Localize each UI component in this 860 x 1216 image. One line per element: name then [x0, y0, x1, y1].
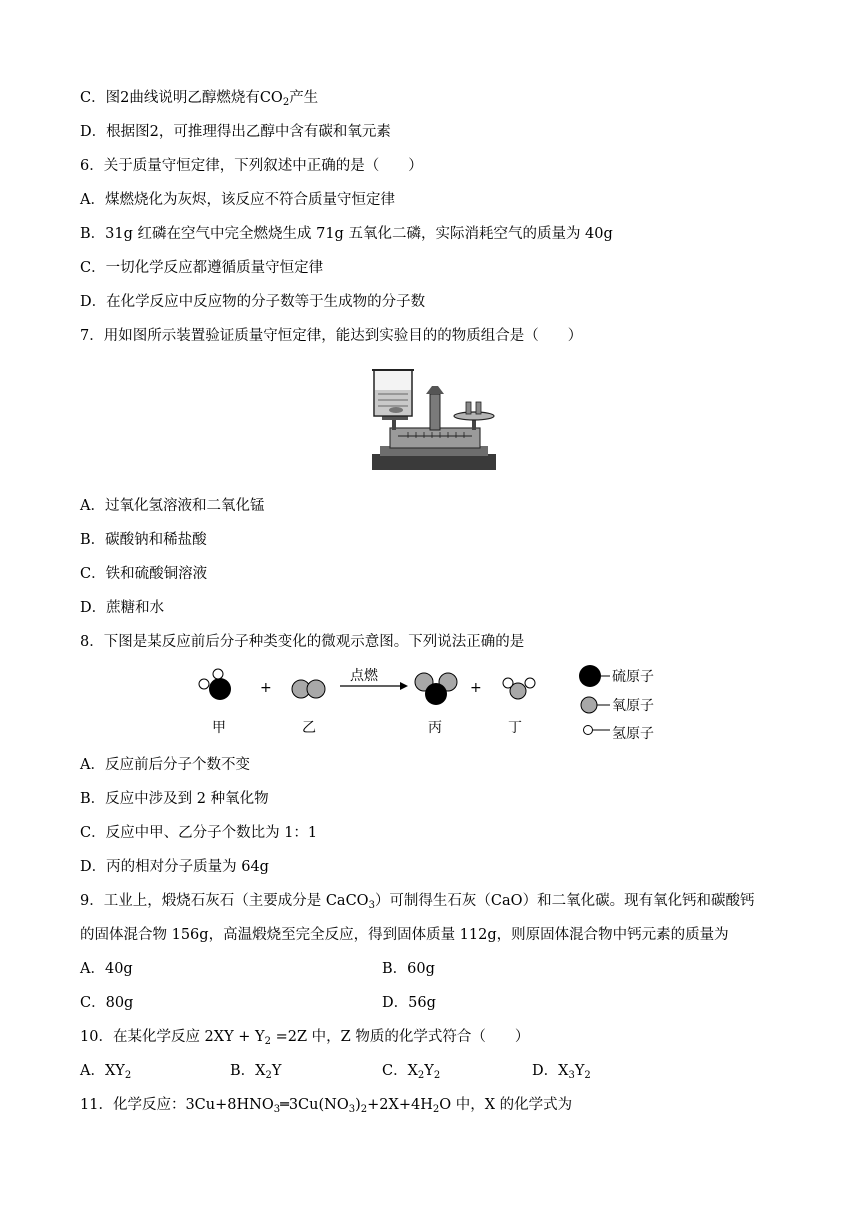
- q8-option-d: D．丙的相对分子质量为 64g: [80, 859, 269, 875]
- q9-option-a: A．40g: [80, 961, 133, 977]
- q6-option-b: B．31g 红磷在空气中完全燃烧生成 71g 五氧化二磷，实际消耗空气的质量为 40g: [80, 226, 613, 242]
- molecule-jia: [199, 669, 231, 700]
- reaction-molecule-diagram: [190, 662, 680, 746]
- q5-option-c: C．图2曲线说明乙醇燃烧有$CO_2$产生: [80, 90, 319, 108]
- q9-option-c: C．80g: [80, 995, 134, 1011]
- q9-option-b: B．60g: [382, 961, 435, 977]
- balance-apparatus-figure: [368, 366, 500, 474]
- q10-option-c: C．$X_2Y_2$: [382, 1063, 441, 1081]
- q6-option-a: A．煤燃烧化为灰烬，该反应不符合质量守恒定律: [80, 192, 395, 208]
- q10-option-b: B．$X_2Y$: [230, 1063, 282, 1081]
- q7-option-a: A．过氧化氢溶液和二氧化锰: [80, 498, 265, 514]
- plus-sign-2: +: [470, 680, 482, 696]
- q9-stem-line1: 9．工业上，煅烧石灰石（主要成分是 CaCO$_3$）可制得生石灰（CaO）和二氧化碳。现有氧化钙和碳酸钙: [80, 893, 755, 911]
- q8-stem: 8．下图是某反应前后分子种类变化的微观示意图。下列说法正确的是: [80, 634, 525, 650]
- legend-sulfur: [579, 665, 654, 687]
- label-yi: 乙: [302, 720, 316, 736]
- q6-option-c: C．一切化学反应都遵循质量守恒定律: [80, 260, 324, 276]
- q7-stem: 7．用如图所示装置验证质量守恒定律，能达到实验目的的物质组合是（ ）: [80, 328, 583, 344]
- q11-stem: 11．化学反应：$3Cu+8HNO_3═3Cu(NO_3)_2+2X+4H_2O$ 中，X 的化学式为: [80, 1097, 573, 1115]
- legend-sulfur-label: 硫原子: [612, 669, 654, 685]
- q7-option-d: D．蔗糖和水: [80, 600, 165, 616]
- plus-sign-1: +: [260, 680, 272, 696]
- q5-option-d: D．根据图2，可推理得出乙醇中含有碳和氧元素: [80, 124, 391, 140]
- q10-stem: 10．在某化学反应 $2XY + Y_2 =2Z$ 中，Z 物质的化学式符合（ ）: [80, 1029, 530, 1047]
- legend-hydrogen-label: 氢原子: [612, 726, 654, 742]
- legend-oxygen-label: 氧原子: [612, 698, 654, 714]
- q6-option-d: D．在化学反应中反应物的分子数等于生成物的分子数: [80, 294, 426, 310]
- legend-hydrogen: [584, 726, 655, 743]
- q10-option-d: D．$X_3Y_2$: [532, 1063, 591, 1081]
- q8-option-a: A．反应前后分子个数不变: [80, 757, 250, 773]
- q7-option-b: B．碳酸钠和稀盐酸: [80, 532, 207, 548]
- label-bing: 丙: [428, 720, 442, 736]
- q7-option-c: C．铁和硫酸铜溶液: [80, 566, 208, 582]
- molecule-bing: [415, 673, 457, 705]
- arrow-label: 点燃: [350, 668, 378, 684]
- legend-oxygen: [581, 697, 654, 714]
- label-jia: 甲: [212, 720, 226, 736]
- q8-option-c: C．反应中甲、乙分子个数比为 1：1: [80, 825, 318, 841]
- molecule-yi: [292, 680, 325, 698]
- label-ding: 丁: [508, 720, 522, 736]
- q8-option-b: B．反应中涉及到 2 种氧化物: [80, 791, 269, 807]
- q10-option-a: A．$XY_2$: [80, 1063, 132, 1081]
- q6-stem: 6．关于质量守恒定律，下列叙述中正确的是（ ）: [80, 158, 423, 174]
- q9-stem-line2: 的固体混合物 156g，高温煅烧至完全反应，得到固体质量 112g，则原固体混合物中钙元素的质量为: [80, 927, 729, 943]
- q9-option-d: D．56g: [382, 995, 436, 1011]
- molecule-ding: [503, 678, 535, 699]
